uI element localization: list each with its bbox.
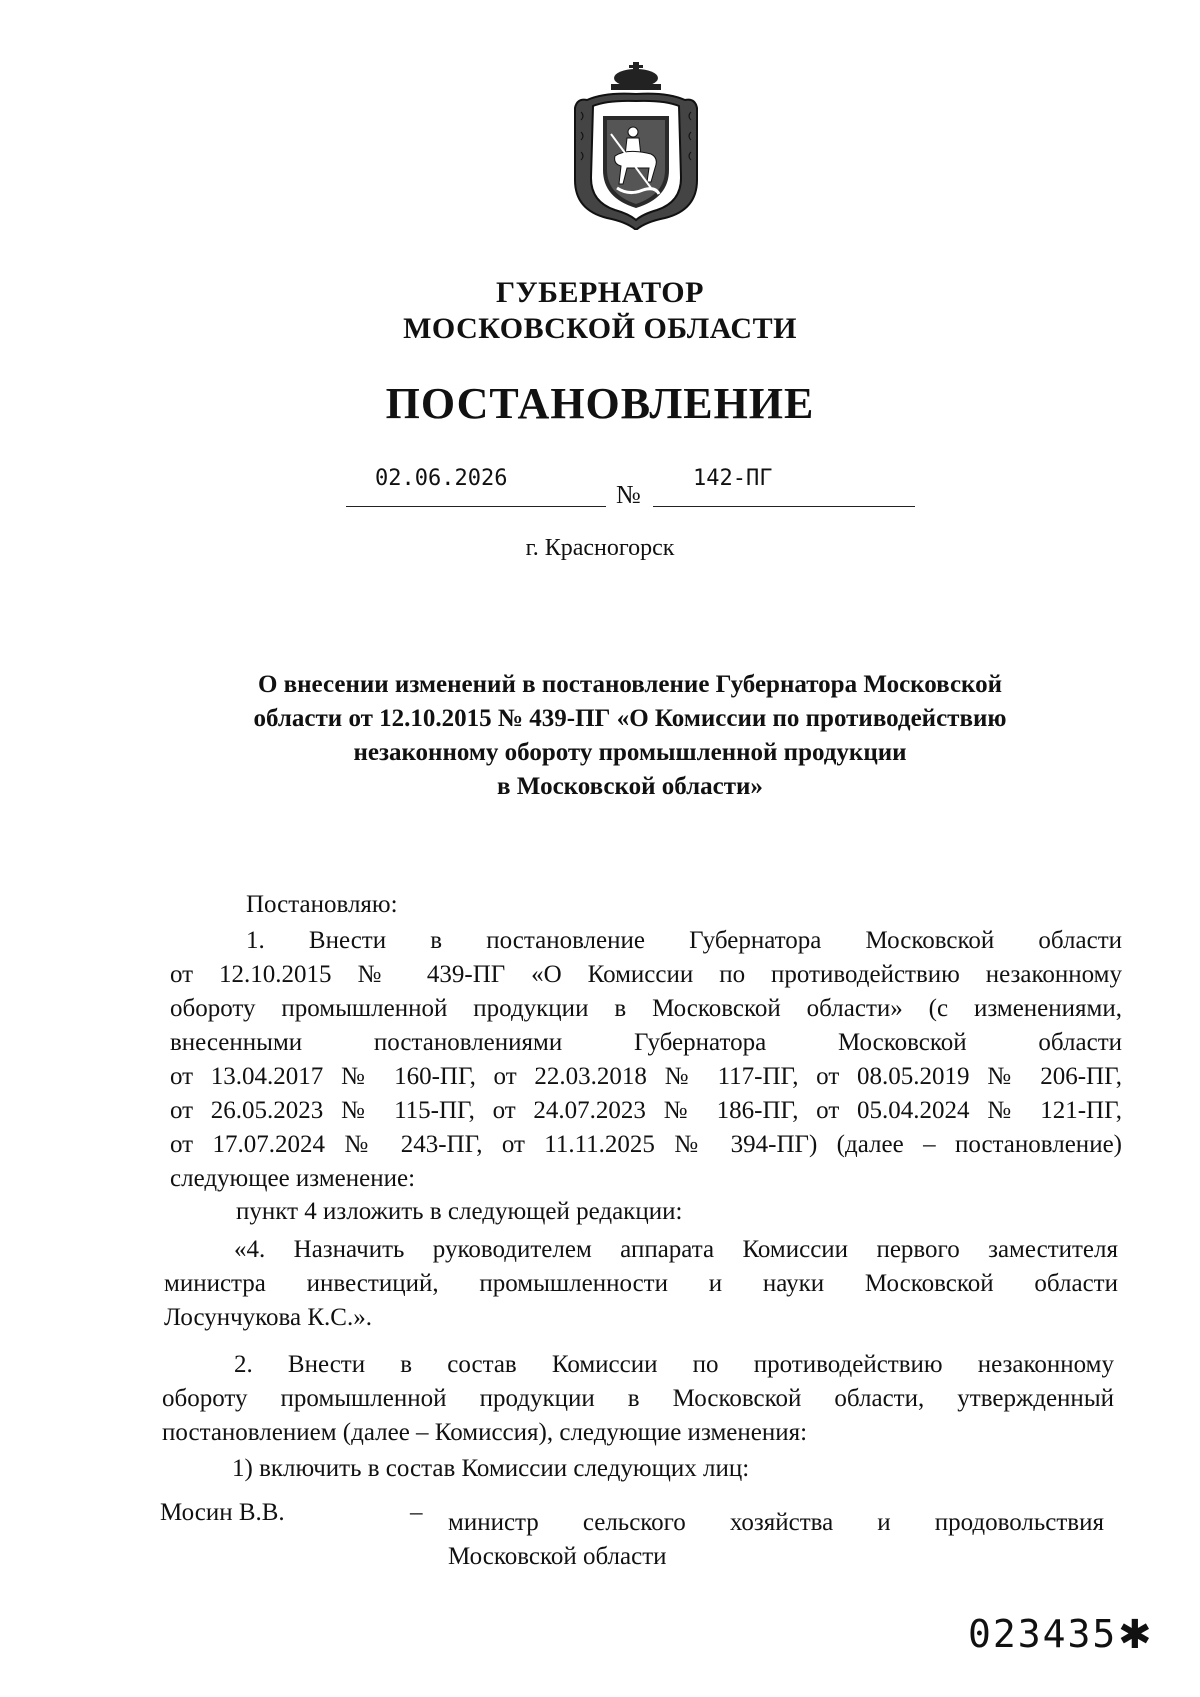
document-date: 02.06.2026 <box>375 466 508 491</box>
issuer-title-line1: ГУБЕРНАТОР <box>496 276 704 309</box>
document-title <box>190 668 1070 804</box>
title-line: О внесении изменений в постановление Губернатора Московской <box>257 671 1003 698</box>
paragraph-2 <box>162 1348 1114 1450</box>
serial-number: 023435 <box>968 1612 1118 1656</box>
paragraph-line: постановлением (далее – Комиссия), следующие изменения: <box>162 1419 808 1446</box>
paragraph-line: обороту промышленной продукции в Московской области, утвержденный <box>162 1385 1114 1412</box>
quoted-paragraph-4 <box>164 1233 1118 1335</box>
number-underline <box>653 506 915 507</box>
paragraph-line: Лосунчукова К.С.». <box>164 1304 372 1331</box>
paragraph-line: от 13.04.2017 № 160-ПГ, от 22.03.2018 № 117-ПГ, от 08.05.2019 № 206-ПГ, <box>170 1063 1122 1090</box>
date-underline <box>346 506 606 507</box>
title-line: незаконному обороту промышленной продукции <box>353 739 907 766</box>
paragraph-line: от 12.10.2015 № 439-ПГ «О Комиссии по противодействию незаконному <box>170 961 1122 988</box>
document-number: 142-ПГ <box>693 466 773 491</box>
issue-city: г. Красногорск <box>525 535 675 561</box>
member-dash: – <box>410 1499 423 1526</box>
paragraph-line: обороту промышленной продукции в Московской области» (с изменениями, <box>170 995 1122 1022</box>
title-line: области от 12.10.2015 № 439-ПГ «О Комиссии по противодействию <box>253 705 1007 732</box>
paragraph-line: «4. Назначить руководителем аппарата Комиссии первого заместителя <box>234 1236 1118 1263</box>
member-position <box>448 1506 1104 1574</box>
title-line: в Московской области» <box>497 773 763 800</box>
issuer-title-line2: МОСКОВСКОЙ ОБЛАСТИ <box>403 312 797 345</box>
position-line: министр сельского хозяйства и продовольствия <box>448 1509 1104 1536</box>
member-name: Мосин В.В. <box>160 1499 285 1526</box>
intro-decree: Постановляю: <box>246 891 398 918</box>
paragraph-line: министра инвестиций, промышленности и науки Московской области <box>164 1270 1118 1297</box>
paragraph-1 <box>170 924 1122 1196</box>
number-sign: № <box>616 480 641 509</box>
paragraph-line: 2. Внести в состав Комиссии по противодействию незаконному <box>234 1351 1114 1378</box>
paragraph-2-sub: 1) включить в состав Комиссии следующих лиц: <box>232 1455 750 1482</box>
paragraph-line: 1. Внести в постановление Губернатора Московской области <box>246 927 1122 954</box>
document-type-heading: ПОСТАНОВЛЕНИЕ <box>385 379 815 428</box>
position-line: Московской области <box>448 1543 667 1570</box>
paragraph-1-sub: пункт 4 изложить в следующей редакции: <box>236 1198 683 1225</box>
paragraph-line: от 26.05.2023 № 115-ПГ, от 24.07.2023 № 186-ПГ, от 05.04.2024 № 121-ПГ, <box>170 1097 1122 1124</box>
coat-of-arms-emblem <box>567 60 705 230</box>
paragraph-line: следующее изменение: <box>170 1165 416 1192</box>
paragraph-line: от 17.07.2024 № 243-ПГ, от 11.11.2025 № 394-ПГ) (далее – постановление) <box>170 1131 1122 1158</box>
asterisk-mark: ✱ <box>1118 1612 1152 1658</box>
paragraph-line: внесенными постановлениями Губернатора Московской области <box>170 1029 1122 1056</box>
